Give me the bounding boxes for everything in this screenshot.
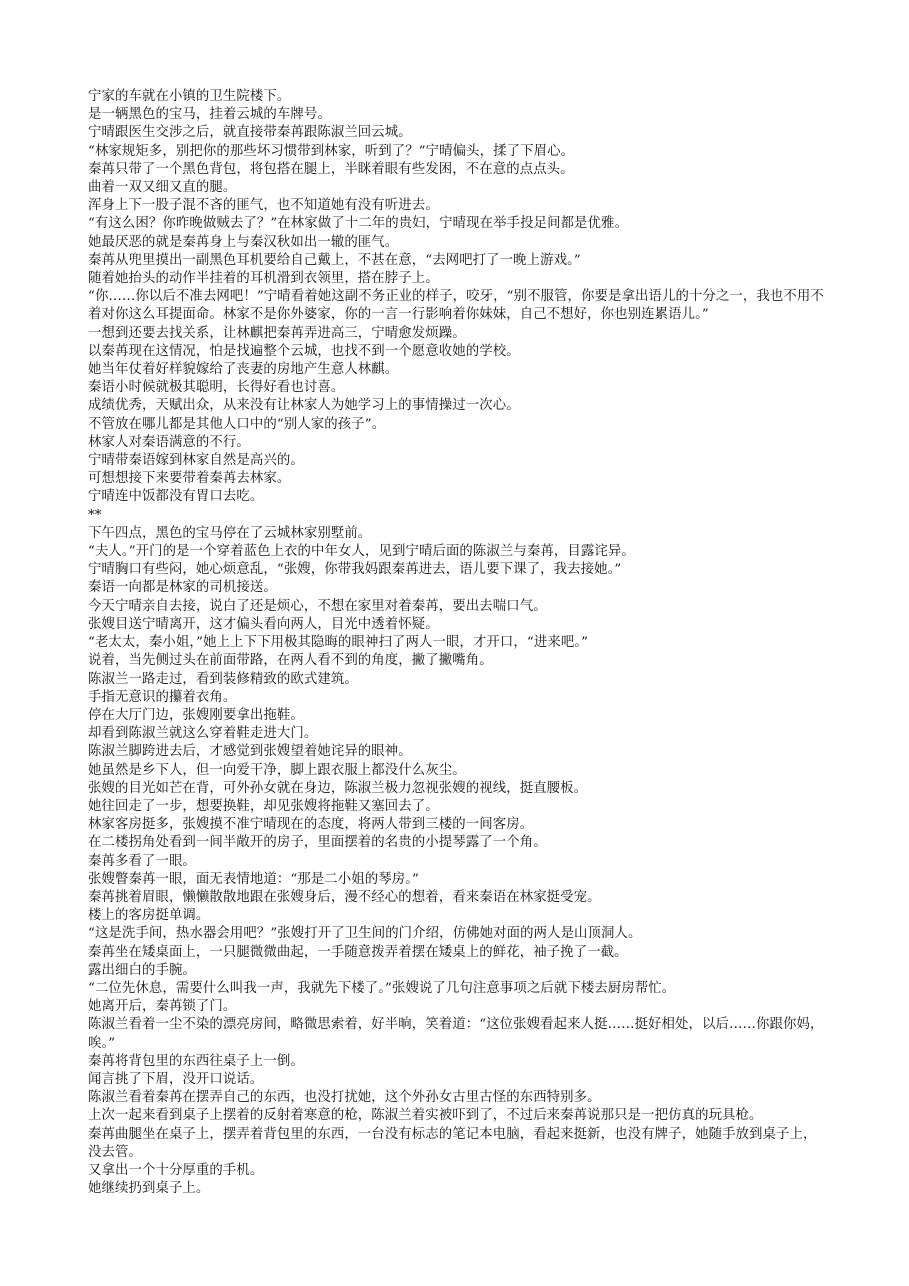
paragraph: “老太太，秦小姐，”她上上下下用极其隐晦的眼神扫了两人一眼，才开口，“进来吧。” bbox=[88, 635, 589, 651]
paragraph: 她当年仗着好样貌嫁给了丧妻的房地产生意人林麒。 bbox=[88, 362, 399, 378]
paragraph: 张嫂瞥秦苒一眼，面无表情地道：“那是二小姐的琴房。” bbox=[88, 871, 419, 887]
paragraph: 浑身上下一股子混不吝的匪气，也不知道她有没有听进去。 bbox=[88, 198, 439, 214]
paragraph: 张嫂目送宁晴离开，这才偏头看向两人，目光中透着怀疑。 bbox=[88, 616, 439, 632]
paragraph: 林家人对秦语满意的不行。 bbox=[88, 434, 250, 450]
paragraph: 说着，当先侧过头在前面带路，在两人看不到的角度，撇了撇嘴角。 bbox=[88, 653, 493, 669]
paragraph: 她虽然是乡下人，但一向爱干净，脚上跟衣服上都没什么灰尘。 bbox=[88, 762, 466, 778]
paragraph: 在二楼拐角处看到一间半敞开的房子，里面摆着的名贵的小提琴露了一个角。 bbox=[88, 835, 547, 851]
paragraph: 下午四点，黑色的宝马停在了云城林家别墅前。 bbox=[88, 525, 372, 541]
paragraph: 随着她抬头的动作半挂着的耳机滑到衣领里，搭在脖子上。 bbox=[88, 271, 439, 287]
paragraph: 宁晴跟医生交涉之后，就直接带秦苒跟陈淑兰回云城。 bbox=[88, 125, 412, 141]
paragraph: 宁晴带秦语嫁到林家自然是高兴的。 bbox=[88, 453, 304, 469]
paragraph: 陈淑兰一路走过，看到装修精致的欧式建筑。 bbox=[88, 671, 358, 687]
paragraph: 她离开后，秦苒锁了门。 bbox=[88, 999, 237, 1015]
paragraph: “林家规矩多，别把你的那些坏习惯带到林家，听到了？”宁晴偏头，揉了下眉心。 bbox=[88, 143, 575, 159]
paragraph: “这是洗手间，热水器会用吧？”张嫂打开了卫生间的门介绍，仿佛她对面的两人是山顶洞人。 bbox=[88, 926, 642, 942]
paragraph: 今天宁晴亲自去接，说白了还是烦心，不想在家里对着秦苒，要出去喘口气。 bbox=[88, 598, 547, 614]
paragraph: 秦语一向都是林家的司机接送。 bbox=[88, 580, 277, 596]
paragraph: 又拿出一个十分厚重的手机。 bbox=[88, 1162, 264, 1178]
paragraph: 林家客房挺多，张嫂摸不准宁晴现在的态度，将两人带到三楼的一间客房。 bbox=[88, 817, 534, 833]
paragraph: 成绩优秀，天赋出众，从来没有让林家人为她学习上的事情操过一次心。 bbox=[88, 398, 520, 414]
paragraph: 秦苒曲腿坐在桌子上，摆弄着背包里的东西，一台没有标志的笔记本电脑，看起来挺新，也没有牌子，她随手放到桌子上，没去管。 bbox=[88, 1126, 817, 1160]
paragraph: 秦苒多看了一眼。 bbox=[88, 853, 196, 869]
paragraph: 以秦苒现在这情况，怕是找遍整个云城，也找不到一个愿意收她的学校。 bbox=[88, 343, 520, 359]
paragraph: 宁晴胸口有些闷，她心烦意乱，“张嫂，你带我妈跟秦苒进去，语儿要下课了，我去接她。” bbox=[88, 562, 622, 578]
paragraph: 秦苒从兜里摸出一副黑色耳机要给自己戴上，不甚在意，“去网吧打了一晚上游戏。” bbox=[88, 252, 581, 268]
paragraph: “夫人。”开门的是一个穿着蓝色上衣的中年女人，见到宁晴后面的陈淑兰与秦苒，目露诧异。 bbox=[88, 544, 635, 560]
paragraph: 秦语小时候就极其聪明，长得好看也讨喜。 bbox=[88, 380, 345, 396]
paragraph: “你……你以后不准去网吧！”宁晴看着她这副不务正业的样子，咬牙，“别不服管，你要是拿出语儿的十分之一，我也不用不着对你这么耳提面命。林家不是你外婆家，你的一言一行影响着你妹妹，自己不想好，你也别连累语儿。” bbox=[88, 289, 824, 323]
paragraph: ** bbox=[88, 507, 102, 523]
paragraph: 宁晴连中饭都没有胃口去吃。 bbox=[88, 489, 264, 505]
paragraph: 宁家的车就在小镇的卫生院楼下。 bbox=[88, 89, 291, 104]
paragraph: 秦苒只带了一个黑色背包，将包搭在腿上，半眯着眼有些发困，不在意的点点头。 bbox=[88, 161, 574, 177]
paragraph: 陈淑兰看着一尘不染的漂亮房间，略微思索着，好半晌，笑着道：“这位张嫂看起来人挺……挺好相处，以后……你跟你妈，唉。” bbox=[88, 1017, 824, 1051]
paragraph: “有这么困？你昨晚做贼去了？”在林家做了十二年的贵妇，宁晴现在举手投足间都是优雅。 bbox=[88, 216, 629, 232]
paragraph: 却看到陈淑兰就这么穿着鞋走进大门。 bbox=[88, 726, 318, 742]
paragraph: 她最厌恶的就是秦苒身上与秦汉秋如出一辙的匪气。 bbox=[88, 234, 399, 250]
paragraph: 停在大厅门边，张嫂刚要拿出拖鞋。 bbox=[88, 707, 304, 723]
paragraph: 曲着一双又细又直的腿。 bbox=[88, 180, 237, 196]
paragraph: 她往回走了一步，想要换鞋，却见张嫂将拖鞋又塞回去了。 bbox=[88, 798, 439, 814]
paragraph: 不管放在哪儿都是其他人口中的“别人家的孩子”。 bbox=[88, 416, 386, 432]
paragraph: 她继续扔到桌子上。 bbox=[88, 1181, 210, 1197]
paragraph: 陈淑兰脚跨进去后，才感觉到张嫂望着她诧异的眼神。 bbox=[88, 744, 412, 760]
paragraph: “二位先休息，需要什么叫我一声，我就先下楼了。”张嫂说了几句注意事项之后就下楼去厨房帮忙。 bbox=[88, 980, 676, 996]
paragraph: 露出细白的手腕。 bbox=[88, 962, 196, 978]
paragraph: 楼上的客房挺单调。 bbox=[88, 908, 210, 924]
paragraph: 手指无意识的攥着衣角。 bbox=[88, 689, 237, 705]
paragraph: 秦苒坐在矮桌面上，一只腿微微曲起，一手随意拨弄着摆在矮桌上的鲜花，袖子挽了一截。 bbox=[88, 944, 628, 960]
paragraph: 上次一起来看到桌子上摆着的反射着寒意的枪，陈淑兰着实被吓到了，不过后来秦苒说那只是一把仿真的玩具枪。 bbox=[88, 1108, 763, 1124]
paragraph: 闻言挑了下眉，没开口说话。 bbox=[88, 1071, 264, 1087]
paragraph: 张嫂的目光如芒在背，可外孙女就在身边，陈淑兰极力忽视张嫂的视线，挺直腰板。 bbox=[88, 780, 588, 796]
paragraph: 可想想接下来要带着秦苒去林家。 bbox=[88, 471, 291, 487]
document-page bbox=[88, 88, 828, 1198]
paragraph: 秦苒将背包里的东西往桌子上一倒。 bbox=[88, 1053, 304, 1069]
paragraph: 是一辆黑色的宝马，挂着云城的车牌号。 bbox=[88, 107, 331, 123]
paragraph: 秦苒挑着眉眼，懒懒散散地跟在张嫂身后，漫不经心的想着，看来秦语在林家挺受宠。 bbox=[88, 889, 601, 905]
paragraph: 陈淑兰看着秦苒在摆弄自己的东西，也没打扰她，这个外孙女古里古怪的东西特别多。 bbox=[88, 1090, 601, 1106]
paragraph: 一想到还要去找关系，让林麒把秦苒弄进高三，宁晴愈发烦躁。 bbox=[88, 325, 466, 341]
